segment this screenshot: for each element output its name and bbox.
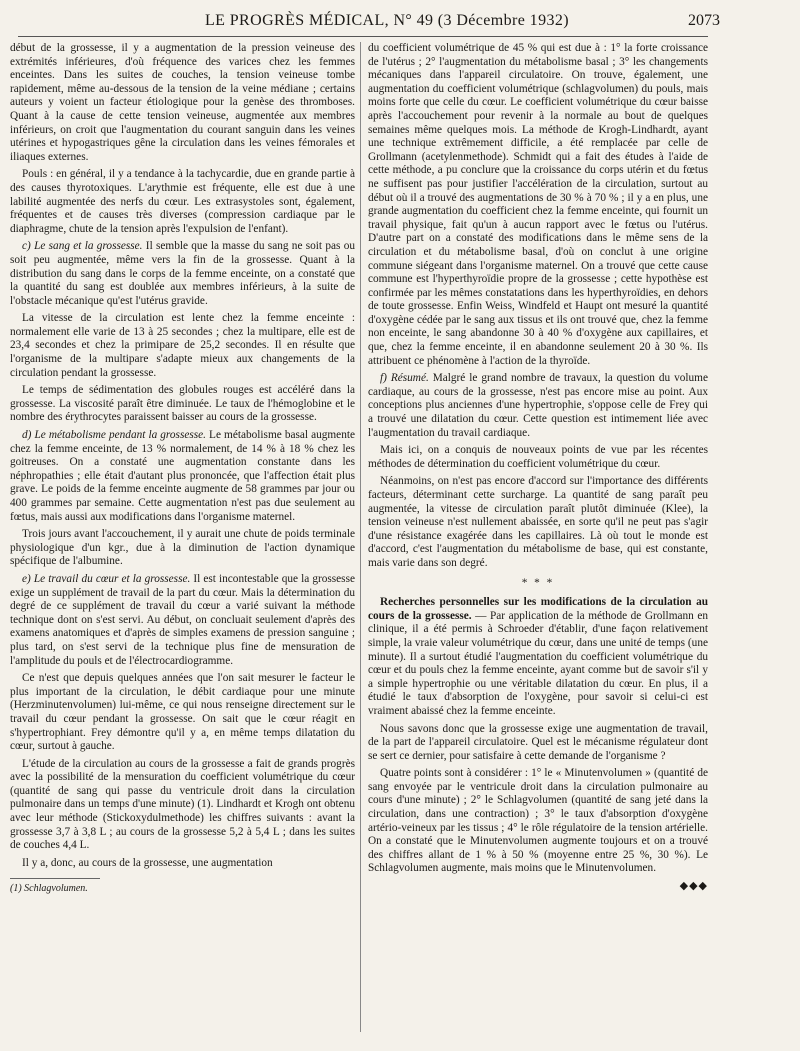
paragraph: Trois jours avant l'accouchement, il y aurait une chute de poids terminale physiologique d'un kgr., due à la diminution de l'action dynamique spécifique de l'albumine. <box>10 528 355 568</box>
section-separator: * * * <box>521 576 555 589</box>
left-column <box>10 42 355 896</box>
paragraph-text: Le métabolisme basal augmente chez la femme enceinte, de 13 % normalement, de 14 % à 18 % chez les goitreuses. On a constaté une augmentation constante dans les néphropathies ; elle était d'autant plus prononcée, que l'affection était plus grave. Le poids de la femme enceinte augmente de 58 grammes par jour ou 400 grammes par semaine. Cette augmentation n'est pas due seulement au fœtus, mais aussi aux modifications dans l'organisme maternel. <box>10 429 355 523</box>
header-rule <box>18 36 708 37</box>
paragraph: La vitesse de la circulation est lente chez la femme enceinte : normalement elle varie de 13 à 25 secondes ; chez la multipare, elle est de 23,4 secondes et chez la primipare de 25,2 secondes. Il en résulte que l'organisme de la multipare s'adapte mieux aux changements de la circulation pendant la grossesse. <box>10 312 355 379</box>
page-header <box>0 8 800 34</box>
section-lead: c) Le sang et la grossesse. <box>22 240 143 253</box>
paragraph: Quatre points sont à considérer : 1° le « Minutenvolumen » (quantité de sang envoyée par le ventricule droit dans la circulation pulmonaire au cours d'une minute) ; 2° le Schlagvolumen (quantité de sang jeté dans la circulation, dans une contraction) ; 3° le taux d'absorption d'oxygène artério-veineux par les tissus ; 4° le rôle régulatoire de la tension artérielle. On a constaté que le Minutenvolumen augmente toujours et on a trouvé des chiffres allant de 1 % à 50 % (moyenne entre 25 %, 30 %). Le Schlagvolumen augmente, mais moins que le Minutenvolumen. <box>368 767 708 875</box>
paragraph-text: Il est incontestable que la grossesse exige un supplément de travail de la part du cœur. Mais la détermination du degré de ce supplément de travail du cœur a varié suivant la méthode technique dont on s'est servi. Au début, on concluait seulement d'après des examens anatomiques et d'après de simples examens de pression sanguine ; plus tard, on s'est servi de la technique plus fine de mensuration de l'amplitude du pouls et de l'électrocardiogramme. <box>10 572 355 667</box>
section-lead: f) Résumé. <box>380 372 429 385</box>
paragraph-text: — Par application de la méthode de Grollmann en clinique, il a été permis à Schroeder d'établir, d'une façon relativement simple, la vraie valeur volumétrique du cœur, dans une unité de temps (une minute). Il a surtout étudié l'augmentation du coefficient volumétrique du cœur et du pouls chez la femme enceinte, ayant comme but de savoir s'il y a simple hypertrophie ou une véritable dilatation du cœur. En plus, il a étudié le taux d'absorption de l'oxygène, pour savoir si celui-ci est vraiment abaissé chez la femme enceinte. <box>368 609 708 717</box>
paragraph: du coefficient volumétrique de 45 % qui est due à : 1° la forte croissance de l'utérus ; 2° l'augmentation du métabolisme basal ; 3° les changements mécaniques dans l'appareil circulatoire. On trouve, également, une augmentation du coefficient volumétrique (schlagvolumen) du pouls, mais moins forte que celle du cœur. Le coefficient volumétrique du cœur baisse après l'accouchement pour revenir à la normale au bout de quelques semaines même quelques mois. La méthode de Krogh-Lindhardt, ayant une technique extrêmement difficile, a été remplacée par celle de Grollmann (acetylenmethode). Schmidt qui a fait des études à l'aide de cette méthode, a pu conclure que la croissance du corps utérin et du fœtus ne suffisent pas pour justifier l'accélération de la circulation, surtout au début où il a trouvé des augmentations de 30 % à 70 % ; il y a en plus, une grande augmentation du coefficient chez la femme enceinte, qui fournit un travail physique, fait qu'un à aucun rapport avec le fœtus ou l'utérus. D'autre part on a constaté des modifications dans le même sens de la circulation et du métabolisme basal, d'où on conclut à une origine commune siégeant dans l'organisme maternel. On a trouvé que cette cause commune est l'hyperthyroïdie propre de la grossesse ; cette hypothèse est confirmée par les mêmes constatations dans les hyperthyroïdies, en dehors de toute grossesse. Enfin Weiss, Windfeld et Haupt ont mesuré la quantité d'oxygène cédée par le sang aux tissus et ils ont trouvé que, chez la femme non enceinte, le sang abandonne 30 à 40 % d'oxygène aux capillaires, et que, chez la femme enceinte, il en abandonne seulement 20 à 30 %. Ils attribuent ce phénomène à l'action de la thyroïde. <box>368 42 708 367</box>
page-number: 2073 <box>688 12 720 29</box>
end-ornament: ◆◆◆ <box>679 880 708 893</box>
paragraph: début de la grossesse, il y a augmentation de la pression veineuse des extrémités inférieures, d'où fréquence des varices chez les femmes enceintes. Dans les suites de couches, la tension veineuse tombe rapidement, même au-dessous de la tension de la veine médiane ; certains auteurs y voient un facteur étiologique pour la genèse des thromboses. Quant à la cause de cette tension veineuse, augmentée aux membres inférieurs, on croit que l'augmentation du courant sanguin dans les veines utérines et hypogastriques gêne la circulation dans les veines fémorales et iliaques externes. <box>10 42 355 163</box>
paragraph <box>10 429 355 524</box>
paragraph <box>368 372 708 440</box>
section-lead: e) Le travail du cœur et la grossesse. <box>22 572 191 585</box>
paragraph <box>10 240 355 308</box>
paragraph: Nous savons donc que la grossesse exige une augmentation de travail, de la part de l'appareil circulatoire. Quel est le mécanisme régulateur dont se sert ce dernier, pour satisfaire à cette demande de l'organisme ? <box>368 722 708 762</box>
footnote: (1) Schlagvolumen. <box>10 883 88 895</box>
right-column <box>368 42 708 894</box>
paragraph: Néanmoins, on n'est pas encore d'accord sur l'importance des différents facteurs, déterminant cette surcharge. La quantité de sang paraît peu augmentée, la vitesse de circulation paraît plutôt diminuée (Klee), la tension veineuse n'est nullement abaissée, en sorte qu'il ne peut pas s'agir d'une résistance exagérée dans les capillaires. Là où tout le monde est d'accord, c'est l'augmentation du métabolisme de base, qui est constante, mais varie dans son degré. <box>368 475 708 569</box>
paragraph: L'étude de la circulation au cours de la grossesse a fait de grands progrès avec la possibilité de la mensuration du coefficient volumétrique du cœur (quantité de sang qui passe du ventricule droit dans la circulation pulmonaire dans un temps d'une minute) (1). Lindhardt et Krogh ont obtenu avec leur méthode (Stickoxydulmethode) les chiffres suivants : avant la grossesse 3,7 à 3,8 L ; au cours de la grossesse 5,2 à 5,4 L ; dans les suites de couches 4,4 L. <box>10 757 355 852</box>
paragraph-text: Il semble que la masse du sang ne soit pas ou soit peu augmentée, même vers la fin de la grossesse. Quant à la distribution du sang dans le corps de la femme enceinte, on a constaté que la quantité du sang est doublée aux membres inférieurs, à la suite de l'obstacle mécanique qu'est l'utérus gravide. <box>10 240 355 307</box>
section-heading: Recherches personnelles sur les modifications de la circulation au cours de la grossesse. <box>368 596 708 622</box>
paragraph: Mais ici, on a conquis de nouveaux points de vue par les récentes méthodes de détermination du coefficient volumétrique du cœur. <box>368 444 708 470</box>
column-divider <box>360 42 361 1032</box>
footnote-rule <box>10 878 100 879</box>
paragraph: Pouls : en général, il y a tendance à la tachycardie, due en grande partie à des causes thyrotoxiques. L'arythmie est fréquente, elle est due à une labilité augmentée des nerfs du cœur. Les extrasystoles sont, également, fréquentes et de causes très diverses (compression cardiaque par le diaphragme, chute de la tension après l'expulsion de l'enfant). <box>10 168 355 235</box>
section-lead: d) Le métabolisme pendant la grossesse. <box>22 429 206 442</box>
paragraph: Ce n'est que depuis quelques années que l'on sait mesurer le facteur le plus important de la circulation, le débit cardiaque pour une minute (Herzminutenvolumen) lui-même, ce qui nous renseigne directement sur le travail du cœur pendant la grossesse. On sait que le cœur réagit en s'hypertrophiant. Frey démontre qu'il y a, en même temps dilatation du cœur, surtout à gauche. <box>10 672 355 753</box>
paragraph <box>368 596 708 718</box>
running-title: LE PROGRÈS MÉDICAL, N° 49 (3 Décembre 1932) <box>205 12 569 29</box>
paragraph <box>10 573 355 668</box>
paragraph: Il y a, donc, au cours de la grossesse, une augmentation <box>22 856 273 869</box>
paragraph-text: Malgré le grand nombre de travaux, la question du volume cardiaque, au cours de la grossesse, n'est pas encore mise au point. Aux conceptions plus anciennes d'une hypertrophie, s'oppose celle de Frey qui a trouvé une dilatation du cœur. Cette question est intimement liée avec l'augmentation du travail cardiaque. <box>368 372 708 439</box>
paragraph: Le temps de sédimentation des globules rouges est accéléré dans la grossesse. La viscosité paraît être diminuée. Le taux de l'hémoglobine et le nombre des érythrocytes paraissent baisser au cours de la grossesse. <box>10 384 355 424</box>
